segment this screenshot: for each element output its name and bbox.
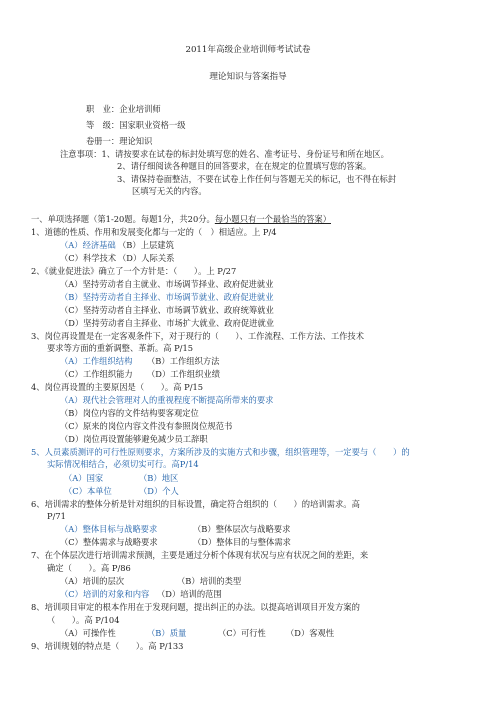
question-stem: 6、培训需求的整体分析是针对组织的目标设置，确定符合组织的（ ）的培训需求。高: [31, 499, 360, 509]
option-a: （A）坚持劳动者自主就业、市场调节择业、政府促进就业: [60, 279, 274, 289]
option-d: （D）岗位再设置能够避免减少员工辞职: [60, 434, 208, 444]
level-line: 等 级：国家职业资格一级: [86, 120, 186, 130]
option-b: （B）培训的类型: [177, 576, 242, 586]
option-b: （B）上层建筑: [118, 240, 174, 250]
question-stem-cont: 确定（ ）。高 P/86: [47, 563, 131, 573]
question-stem: 1、道德的性质、作用和发展变化都与一定的（ ）相适应。上 P/4: [31, 227, 277, 237]
option-c: （C）培训的对象和内容: [60, 589, 150, 599]
option-a: （A）经济基础: [60, 240, 116, 250]
notes-line: 区填写无关的内容。: [132, 186, 207, 196]
notes-line: 2、请仔细阅读各种题目的回答要求，在在规定的位置填写您的答案。: [117, 161, 372, 171]
section-heading-text: 一、单项选择题（第1-20题。每题1分，共20分。: [31, 214, 215, 224]
question-stem: 8、培训项目审定的根本作用在于发现问题，提出纠正的办法。以提高培训项目开发方案的: [31, 602, 360, 612]
option-c: （C）坚持劳动者自主择业、市场调节就业、政府统筹就业: [60, 305, 274, 315]
option-c: （C）可行性: [218, 628, 266, 638]
option-a: （A）可操作性: [60, 628, 116, 638]
question-stem: 2、《就业促进法》确立了一个方针是：（ ）。上 P/27: [31, 266, 237, 276]
question-stem-cont: 实际情况相结合，必须切实可行。高P/14: [47, 459, 199, 469]
profession-line: 职 业：企业培训师: [86, 104, 161, 114]
section-heading: [31, 214, 331, 225]
option-d: （D）坚持劳动者自主择业、市场扩大就业、政府促进就业: [60, 318, 275, 328]
option-d: （D）培训的范围: [157, 589, 222, 599]
option-c: （C）科学技术: [60, 253, 117, 263]
document-title: 2011年高级企业培训师考试试卷: [185, 45, 311, 55]
option-d: （D）工作组织业绩: [147, 369, 221, 379]
option-a: （A）国家: [64, 473, 104, 483]
option-b: （B）地区: [139, 473, 179, 483]
document-subtitle: 理论知识与答案指导: [209, 72, 287, 82]
option-d: （D）整体目的与整体需求: [193, 537, 291, 547]
question-stem-cont: （ ）。高 P/104: [47, 615, 120, 625]
question-stem-cont: 要求等方面的重新调整、革新。高 P/15: [47, 343, 194, 353]
question-stem: 4、岗位再设置的主要原因是（ ）。高 P/15: [31, 382, 204, 392]
section-heading-underlined: 每小题只有一个最恰当的答案）: [214, 214, 331, 224]
option-a: （A）培训的层次: [60, 576, 125, 586]
option-c: （C）原来的岗位内容文件没有参照岗位规范书: [60, 421, 233, 431]
option-d: （D）人际关系: [118, 253, 175, 263]
option-b: （B）岗位内容的文件结构要客观定位: [60, 408, 199, 418]
question-stem: 7、在个体层次进行培训需求预测，主要是通过分析个体现有状况与应有状况之间的差距，来: [31, 550, 369, 560]
question-stem: 3、岗位再设置是在一定客观条件下，对于现行的（ ）、工作流程、工作方法、工作技术: [31, 331, 365, 341]
option-c: （C）本单位: [64, 486, 112, 496]
option-a: （A）整体目标与战略要求: [60, 524, 158, 534]
option-b: （B）工作组织方法: [147, 356, 220, 366]
option-c: （C）整体需求与战略要求: [60, 537, 158, 547]
option-d: （D）客观性: [286, 628, 335, 638]
option-a: （A）现代社会管理对人的重视程度不断提高所带来的要求: [60, 395, 274, 405]
question-stem-cont: P/71: [47, 511, 66, 521]
option-c: （C）工作组织能力: [60, 369, 133, 379]
question-stem: 9、培训规划的特点是（ ）。高 P/133: [31, 641, 184, 651]
volume-line: 卷册一：理论知识: [86, 136, 153, 146]
option-b: （B）质量: [147, 628, 187, 638]
option-b: （B）整体层次与战略要求: [193, 524, 291, 534]
notes-line: 注意事项：1、请按要求在试卷的标封处填写您的姓名、准考证号、身份证号和所在地区。: [60, 149, 389, 159]
option-d: （D）个人: [139, 486, 179, 496]
notes-line: 3、请保持卷面整洁，不要在试卷上作任何与答题无关的标记，也不得在标封: [117, 174, 397, 184]
option-a: （A）工作组织结构: [60, 356, 133, 366]
question-stem: 5、人员素质测评的可行性原则要求，方案所涉及的实施方式和步骤，组织管理等，一定要与（ ）的: [31, 447, 410, 457]
option-b: （B）坚持劳动者自主择业、市场调节就业、政府促进就业: [60, 292, 274, 302]
